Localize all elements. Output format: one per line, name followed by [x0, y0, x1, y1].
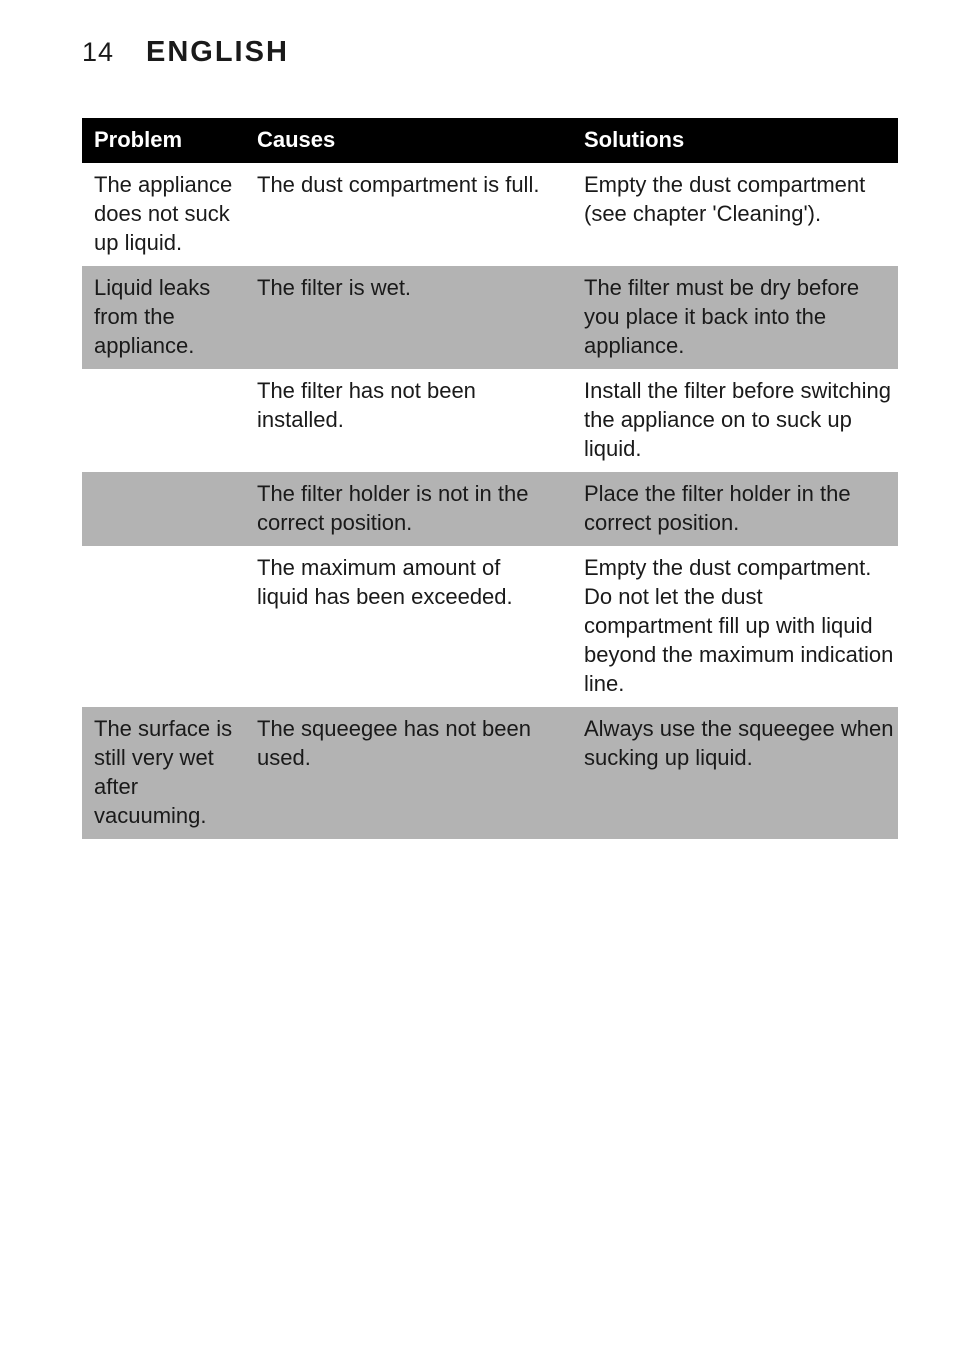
problem-cell: The appliance does not suck up liquid. — [82, 163, 245, 266]
problem-cell — [82, 369, 245, 472]
problem-cell: The surface is still very wet after vacuuming. — [82, 707, 245, 839]
table-row — [82, 163, 898, 266]
problem-cell: Liquid leaks from the appliance. — [82, 266, 245, 369]
table-row — [82, 266, 898, 369]
table-row — [82, 472, 898, 546]
table-body — [82, 163, 898, 839]
table-row — [82, 546, 898, 707]
page-language-title: ENGLISH — [146, 36, 289, 68]
column-header-causes: Causes — [245, 118, 572, 163]
page-number: 14 — [82, 37, 115, 67]
column-header-solutions: Solutions — [572, 118, 898, 163]
solution-cell: Always use the squeegee when sucking up liquid. — [572, 707, 898, 839]
table-header — [82, 118, 898, 163]
solution-cell: Empty the dust compartment (see chapter 'Cleaning'). — [572, 163, 898, 266]
problem-cell — [82, 546, 245, 707]
solution-cell: Install the filter before switching the appliance on to suck up liquid. — [572, 369, 898, 472]
table-row — [82, 369, 898, 472]
cause-cell: The filter has not been installed. — [245, 369, 572, 472]
solution-cell: Empty the dust compartment. Do not let the dust compartment fill up with liquid beyond the maximum indication line. — [572, 546, 898, 707]
cause-cell: The maximum amount of liquid has been exceeded. — [245, 546, 572, 707]
cause-cell: The filter is wet. — [245, 266, 572, 369]
column-header-problem: Problem — [82, 118, 245, 163]
solution-cell: The filter must be dry before you place it back into the appliance. — [572, 266, 898, 369]
troubleshooting-table — [82, 118, 898, 839]
cause-cell: The squeegee has not been used. — [245, 707, 572, 839]
solution-cell: Place the filter holder in the correct position. — [572, 472, 898, 546]
cause-cell: The filter holder is not in the correct position. — [245, 472, 572, 546]
problem-cell — [82, 472, 245, 546]
table-row — [82, 707, 898, 839]
page-header — [82, 36, 289, 72]
cause-cell: The dust compartment is full. — [245, 163, 572, 266]
table-header-row — [82, 118, 898, 163]
